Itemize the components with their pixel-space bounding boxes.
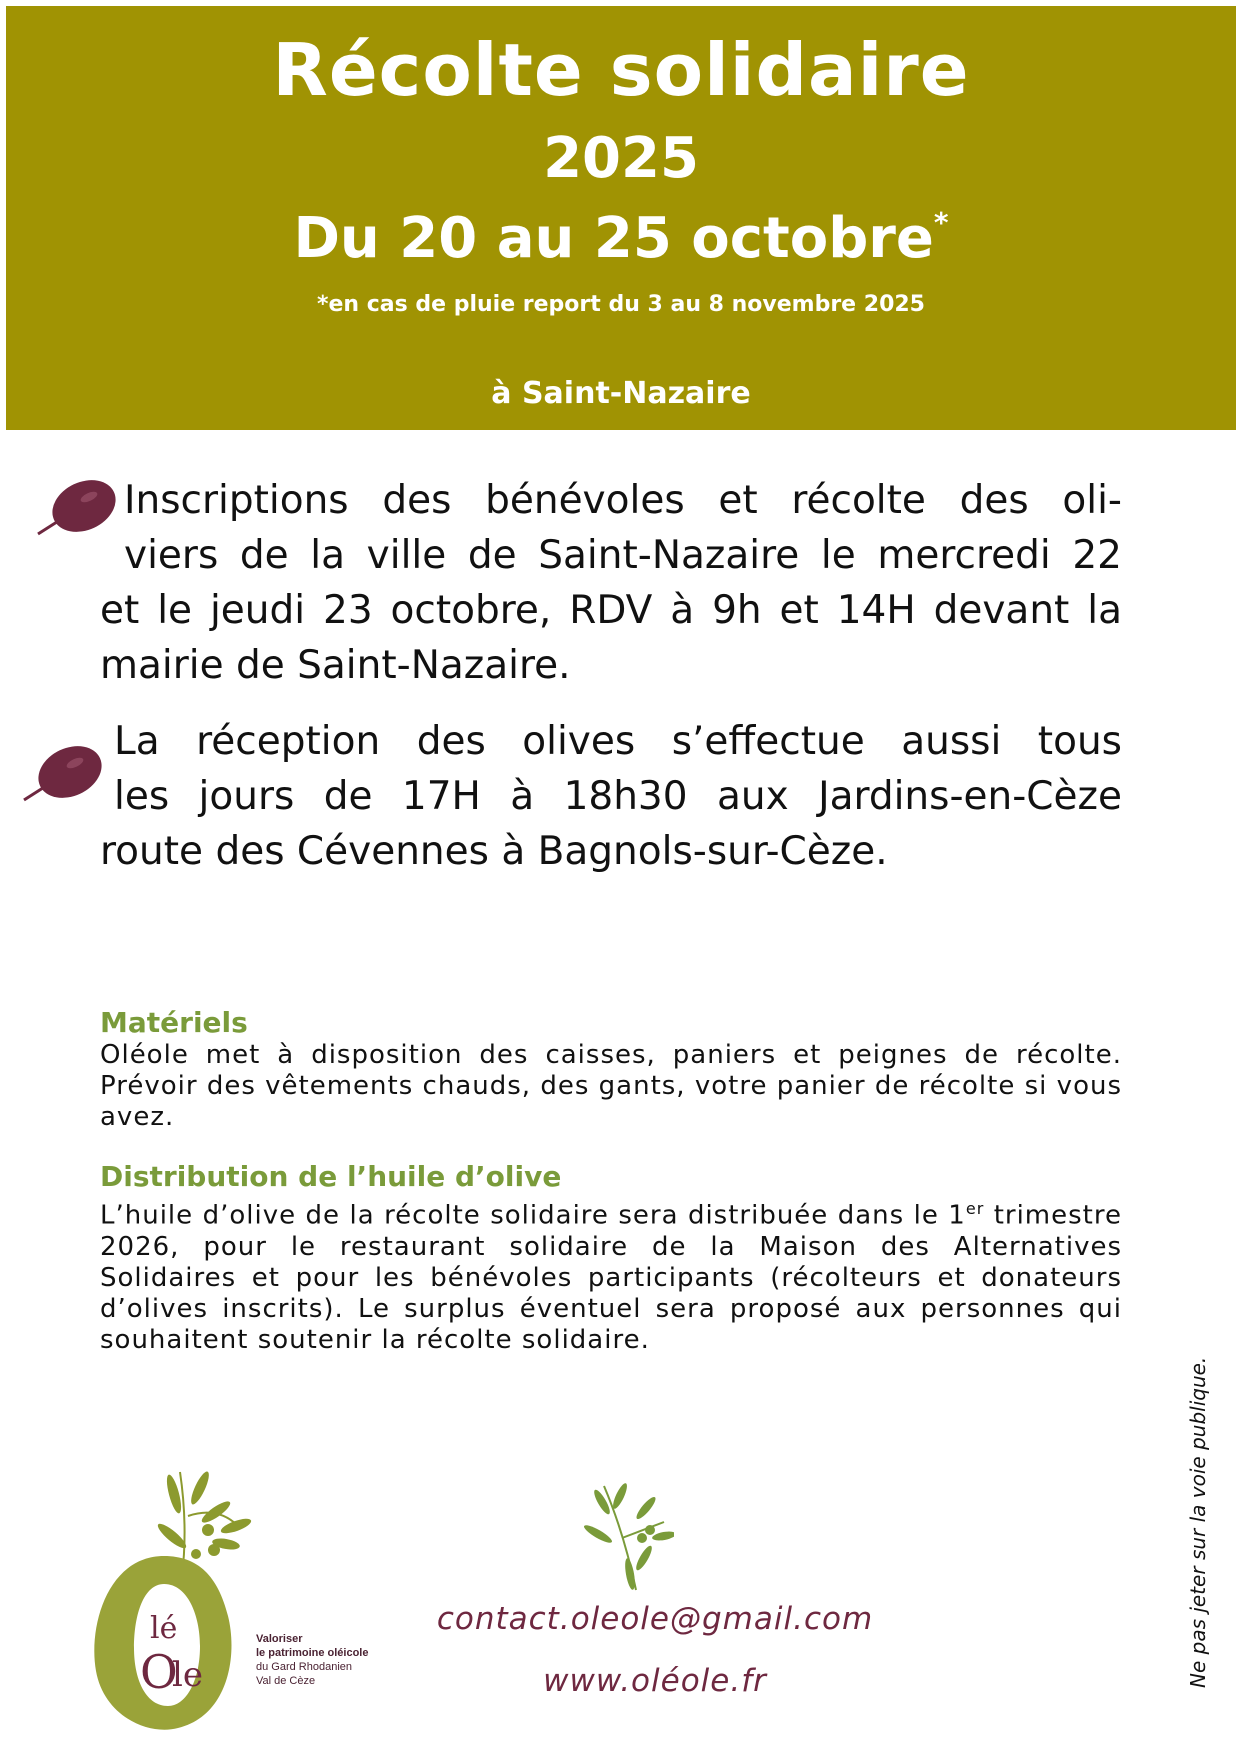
distribution-text-b: trimestre 2026, pour le restaurant solidaire de la Maison des Alternatives Solidaires et pour les bénévoles participants (récolteurs et donateurs d’olives inscrits). Le surplus éventuel sera proposé aux personnes qui souhaitent soutenir la récolte solidaire. <box>100 1200 1122 1355</box>
olive-icon <box>20 742 106 808</box>
poster-title: Récolte solidaire <box>272 28 970 112</box>
svg-text:lé: lé <box>150 1611 178 1646</box>
svg-text:O: O <box>140 1645 178 1699</box>
logo-caption <box>256 1632 368 1688</box>
contact-email[interactable]: contact.oleole@gmail.com <box>436 1601 874 1637</box>
dates-star: * <box>933 206 949 239</box>
para2-line1: La réception des olives s’effectue aussi tous <box>114 719 1122 764</box>
poster-place: à Saint-Nazaire <box>491 376 751 411</box>
svg-text:le: le <box>172 1655 203 1695</box>
poster-year: 2025 <box>543 126 699 191</box>
poster-dates <box>6 206 1236 271</box>
para2-rest: route des Cévennes à Bagnols-sur-Cèze. <box>100 829 888 874</box>
rain-note: *en cas de pluie report du 3 au 8 novembre 2025 <box>317 292 925 317</box>
volunteer-paragraph <box>100 473 1122 693</box>
distribution-sup: er <box>965 1199 985 1218</box>
logo-caption-line: Valoriser <box>256 1633 303 1645</box>
header-banner <box>6 6 1236 430</box>
logo-caption-line: le patrimoine oléicole <box>256 1647 369 1659</box>
distribution-text <box>100 1193 1122 1356</box>
website-link[interactable]: www.oléole.fr <box>543 1663 767 1699</box>
reception-paragraph <box>100 714 1122 879</box>
distribution-title: Distribution de l’huile d’olive <box>100 1160 562 1193</box>
distribution-text-a: L’huile d’olive de la récolte solidaire sera distribuée dans le 1 <box>100 1200 966 1231</box>
para1-line2: viers de la ville de Saint-Nazaire le mercredi 22 <box>124 533 1122 578</box>
para2-line2: les jours de 17H à 18h30 aux Jardins-en-Cèze <box>114 774 1122 819</box>
olive-branch-icon <box>584 1478 674 1598</box>
oleole-logo <box>88 1466 258 1736</box>
logo-caption-line: du Gard Rhodanien <box>256 1661 353 1673</box>
side-note: Ne pas jeter sur la voie publique. <box>1186 1356 1210 1688</box>
para1-rest: et le jeudi 23 octobre, RDV à 9h et 14H devant la mairie de Saint-Nazaire. <box>100 588 1122 688</box>
dates-text: Du 20 au 25 octobre <box>293 206 934 271</box>
logo-caption-line: Val de Cèze <box>256 1675 316 1687</box>
materiels-title: Matériels <box>100 1006 248 1039</box>
materiels-text: Oléole met à disposition des caisses, paniers et peignes de récolte. Prévoir des vêtements chauds, des gants, votre panier de récolte si vous avez. <box>100 1040 1122 1132</box>
para1-line1: Inscriptions des bénévoles et récolte des oli- <box>124 478 1122 523</box>
